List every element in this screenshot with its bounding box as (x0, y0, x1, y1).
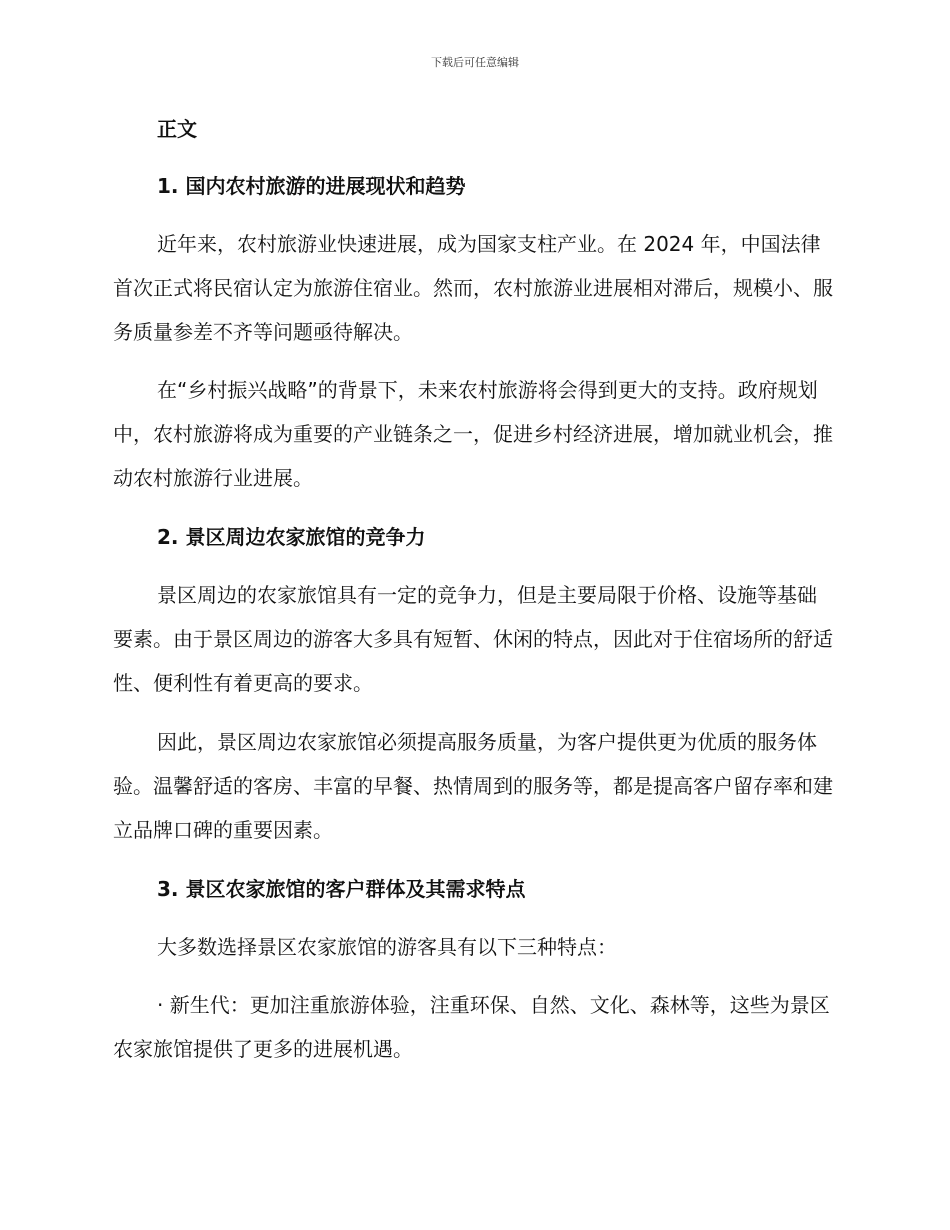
page-header: 下载后可任意编辑 (431, 56, 519, 69)
section-heading-3: 3. 景区农家旅馆的客户群体及其需求特点 (157, 877, 526, 901)
paragraph-2-1: 景区周边的农家旅馆具有一定的竞争力，但是主要局限于价格、设施等基础要素。由于景区周边的游客大多具有短暂、休闲的特点，因此对于住宿场所的舒适性、便利性有着更高的要求。 (113, 583, 833, 695)
paragraph-1-2: 在“乡村振兴战略”的背景下，未来农村旅游将会得到更大的支持。政府规划中，农村旅游将成为重要的产业链条之一，促进乡村经济进展，增加就业机会，推动农村旅游行业进展。 (113, 378, 833, 490)
section-heading-1: 1. 国内农村旅游的进展现状和趋势 (157, 174, 466, 198)
document-title: 正文 (157, 117, 197, 141)
paragraph-2-2: 因此，景区周边农家旅馆必须提高服务质量，为客户提供更为优质的服务体验。温馨舒适的客房、丰富的早餐、热情周到的服务等，都是提高客户留存率和建立品牌口碑的重要因素。 (113, 730, 833, 842)
paragraph-3-2: · 新生代：更加注重旅游体验，注重环保、自然、文化、森林等，这些为景区农家旅馆提供了更多的进展机遇。 (113, 993, 830, 1061)
paragraph-1-1: 近年来，农村旅游业快速进展，成为国家支柱产业。在 2024 年，中国法律首次正式将民宿认定为旅游住宿业。然而，农村旅游业进展相对滞后，规模小、服务质量参差不齐等问题亟待解决。 (113, 232, 833, 344)
paragraph-3-1: 大多数选择景区农家旅馆的游客具有以下三种特点： (157, 935, 617, 959)
section-heading-2: 2. 景区周边农家旅馆的竞争力 (157, 525, 426, 549)
